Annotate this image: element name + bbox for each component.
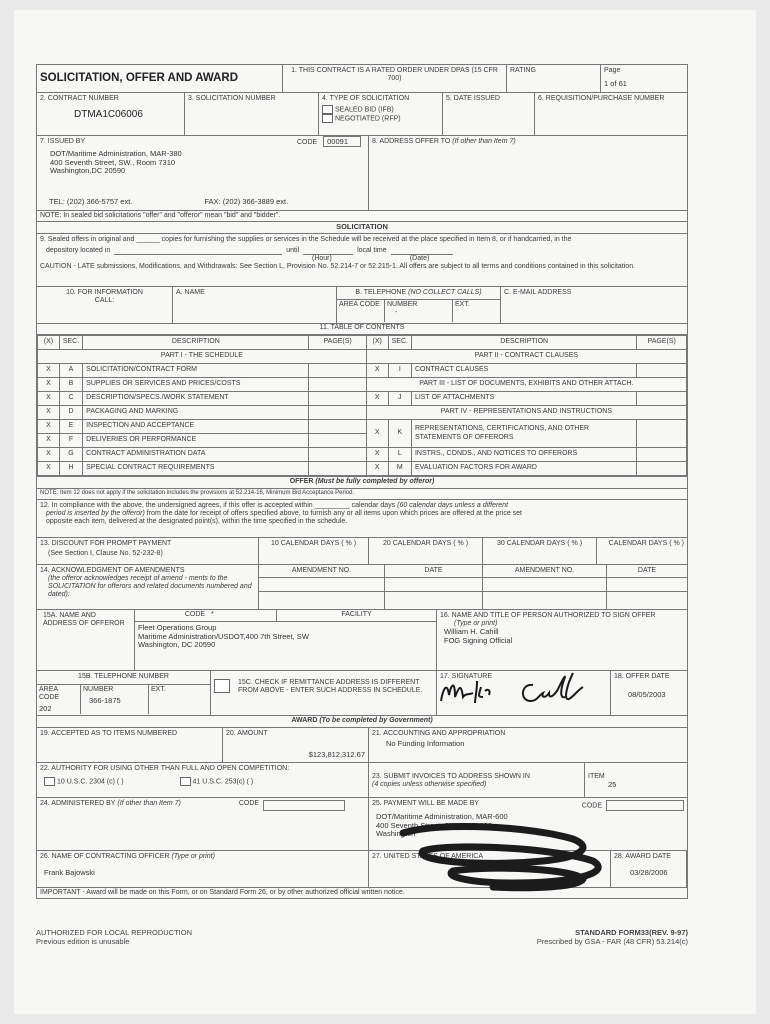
sf33-form xyxy=(36,64,688,899)
amend-date-label-1: DATE xyxy=(385,565,482,578)
caution-text: CAUTION - LATE submissions, Modifications, and Withdrawals: See Section L, Provision No. 52.214-7 or 52.215-1. All offers are subject to all terms and conditions contained in this solicitation. xyxy=(40,263,636,271)
footer-authorized: AUTHORIZED FOR LOCAL REPRODUCTION xyxy=(36,928,192,937)
toc-x: X xyxy=(366,364,388,378)
administered-code-label: CODE xyxy=(238,800,260,807)
number-dash: - xyxy=(395,309,398,317)
remittance-checkbox[interactable] xyxy=(214,679,230,693)
offer-date-value: 08/05/2003 xyxy=(628,690,666,700)
item15a-row xyxy=(36,610,688,671)
toc-sec: L xyxy=(388,448,411,462)
toc-sec: I xyxy=(388,364,411,378)
item26-row xyxy=(36,851,688,888)
officer-note: (Type or print) xyxy=(171,853,215,860)
toc-x: X xyxy=(38,434,60,448)
discount-sub: (See Section I, Clause No. 52-232-8) xyxy=(48,550,163,558)
toc-sec: F xyxy=(59,434,82,448)
toc-table xyxy=(37,335,687,476)
united-states-label: 27. UNITED STATES OF AMERICA xyxy=(372,853,483,860)
signer-label: 16. NAME AND TITLE OF PERSON AUTHORIZED TO SIGN OFFER xyxy=(440,612,656,619)
toc-row xyxy=(36,335,688,476)
award-heading-row xyxy=(36,716,688,728)
award-date-cell xyxy=(611,851,687,887)
sealed-bid-note: NOTE: In sealed bid solicitations "offer" and "offeror" mean "bid" and "bidder". xyxy=(40,212,281,219)
rated-order-cell xyxy=(283,65,507,92)
toc-header-row xyxy=(38,336,687,350)
row-contract-numbers xyxy=(36,93,688,136)
negotiated-checkbox[interactable] xyxy=(322,114,333,123)
toc-x: X xyxy=(38,378,60,392)
discount-cal-cell xyxy=(597,538,687,564)
toc-row-d xyxy=(38,406,687,420)
signer-name: William H. Cahill xyxy=(444,627,499,637)
toc-desc: INSTRS., CONDS., AND NOTICES TO OFFERORS xyxy=(411,448,636,462)
payment-line-1: DOT/Maritime Administration, MAR-600 xyxy=(376,812,508,821)
toc-row-g xyxy=(38,448,687,462)
toc-desc: SUPPLIES OR SERVICES AND PRICES/COSTS xyxy=(83,378,309,392)
toc-part4: PART IV - REPRESENTATIONS AND INSTRUCTIONS xyxy=(366,406,686,420)
negotiated-label: NEGOTIATED (RFP) xyxy=(335,115,401,123)
rating-cell xyxy=(507,65,601,92)
issued-address-line-3: Washington,DC 20590 xyxy=(50,166,126,176)
important-note: IMPORTANT - Award will be made on this Form, or on Standard Form 26, or by other authorized official written notice. xyxy=(40,889,405,896)
accepted-label: 19. ACCEPTED AS TO ITEMS NUMBERED xyxy=(40,730,178,737)
item12-text-b: period is inserted by the offeror) xyxy=(46,510,145,518)
amend-date-label-2: DATE xyxy=(607,565,687,578)
area-code-label: AREA CODE xyxy=(337,300,385,322)
offeror-address xyxy=(135,622,436,652)
item15b-row xyxy=(36,671,688,716)
item9-row xyxy=(36,234,688,287)
officer-label: 26. NAME OF CONTRACTING OFFICER xyxy=(40,853,170,860)
item9-hour: (Hour) xyxy=(312,255,332,263)
email-label: C. E-MAIL ADDRESS xyxy=(504,289,572,296)
info-call-cell xyxy=(37,287,173,323)
telephone-cell xyxy=(37,671,211,715)
toc-heading-row xyxy=(36,324,688,335)
offeror-code-label: CODE xyxy=(184,611,206,618)
item19-row xyxy=(36,728,688,763)
no-collect-label: (NO COLLECT CALLS) xyxy=(408,289,482,296)
toc-sec: H xyxy=(59,462,82,476)
page-label: Page xyxy=(604,67,621,74)
toc-x: X xyxy=(38,462,60,476)
toc-col-pages-right: PAGE(S) xyxy=(637,336,687,350)
amend-no-label-2: AMENDMENT NO. xyxy=(483,565,606,578)
award-heading-note: (To be completed by Government) xyxy=(319,717,433,724)
solicitation-number-label: 3. SOLICITATION NUMBER xyxy=(188,95,276,102)
address-offer-cell xyxy=(369,136,687,210)
accounting-value: No Funding Information xyxy=(386,739,465,749)
authority-label: 22. AUTHORITY FOR USING OTHER THAN FULL AND OPEN COMPETITION: xyxy=(40,765,290,772)
row-issued-by xyxy=(36,136,688,211)
item9-cell xyxy=(37,234,687,286)
invoice-item-cell xyxy=(585,763,687,797)
amend-date-col-2 xyxy=(607,565,687,609)
usc-253-label: 41 U.S.C. 253(c) ( ) xyxy=(192,778,254,786)
email-cell xyxy=(501,287,687,323)
accounting-label: 21. ACCOUNTING AND APPROPRIATION xyxy=(372,730,506,737)
usc-2304-checkbox[interactable] xyxy=(44,777,55,786)
toc-x: X xyxy=(366,392,388,406)
invoice-item-label: ITEM xyxy=(588,773,605,780)
offer-heading: OFFER xyxy=(289,478,314,485)
requisition-label: 6. REQUISITION/PURCHASE NUMBER xyxy=(538,95,665,102)
signer-cell xyxy=(437,610,687,670)
offeror-code-value: * xyxy=(211,611,214,618)
sealed-bid-label: SEALED BID (IFB) xyxy=(335,106,394,114)
issued-code-value: 00091 xyxy=(323,136,361,147)
discount-30: 30 CALENDAR DAYS ( % ) xyxy=(496,540,583,547)
tel-area-label: AREA CODE xyxy=(39,686,60,702)
offer-heading-row xyxy=(36,476,688,489)
toc-col-sec: SEC. xyxy=(59,336,82,350)
toc-sec: M xyxy=(388,462,411,476)
toc-col-x: (X) xyxy=(38,336,60,350)
date-issued-label: 5. DATE ISSUED xyxy=(446,95,500,102)
solicitation-heading: SOLICITATION xyxy=(336,222,388,231)
toc-desc: PACKAGING AND MARKING xyxy=(83,406,309,420)
address-offer-note: (If other than Item 7) xyxy=(452,138,516,145)
negotiated-option[interactable] xyxy=(322,114,439,123)
solicitation-number-cell xyxy=(185,93,319,135)
footer-prescribed: Prescribed by GSA - FAR (48 CFR) 53.214(c) xyxy=(536,937,688,946)
toc-sec: K xyxy=(388,420,411,448)
ext-label: EXT. xyxy=(455,301,470,309)
signer-note: (Type or print) xyxy=(454,620,498,628)
toc-x: X xyxy=(366,462,388,476)
administered-note: (If other than Item 7) xyxy=(117,800,181,807)
form-title-cell xyxy=(37,65,283,92)
payment-line-3: Washington xyxy=(376,829,416,839)
item12-text-b2: from the date for receipt of offers specified above, to furnish any or all items upon which prices are offered at the price set xyxy=(146,510,522,518)
payment-code-label: CODE xyxy=(581,802,602,810)
toc-desc: EVALUATION FACTORS FOR AWARD xyxy=(411,462,636,476)
toc-part2: PART II - CONTRACT CLAUSES xyxy=(366,350,686,364)
offeror-label: 15A. NAME AND ADDRESS OF OFFEROR xyxy=(43,612,125,628)
administered-label: 24. ADMINISTERED BY xyxy=(40,800,116,807)
issued-by-address xyxy=(50,150,365,176)
toc-desc: SPECIAL CONTRACT REQUIREMENTS xyxy=(83,462,309,476)
usc-253-option[interactable] xyxy=(180,777,254,786)
toc-row-a xyxy=(38,364,687,378)
info-name-cell xyxy=(173,287,337,323)
contract-number-cell xyxy=(37,93,185,135)
telephone-label: 15B. TELEPHONE NUMBER xyxy=(37,671,210,685)
page-cell xyxy=(601,65,687,92)
toc-x: X xyxy=(38,364,60,378)
form-title: SOLICITATION, OFFER AND AWARD xyxy=(40,71,239,84)
note-row xyxy=(36,211,688,222)
accounting-cell xyxy=(369,728,687,762)
offer-date-cell xyxy=(611,671,687,715)
usc-2304-label: 10 U.S.C. 2304 (c) ( ) xyxy=(57,778,124,786)
toc-x: X xyxy=(366,420,388,448)
issued-fax: FAX: (202) 366-3889 ext. xyxy=(204,197,289,207)
info-telephone-label: B. TELEPHONE xyxy=(355,289,407,296)
form-footer xyxy=(36,928,688,946)
sealed-bid-option[interactable] xyxy=(322,105,439,114)
award-date-label: 28. AWARD DATE xyxy=(614,853,671,860)
toc-desc: DELIVERIES OR PERFORMANCE xyxy=(83,434,309,448)
usc-2304-option[interactable] xyxy=(44,777,124,786)
discount-label: 13. DISCOUNT FOR PROMPT PAYMENT xyxy=(40,540,172,547)
requisition-cell xyxy=(535,93,687,135)
item9-date: (Date) xyxy=(409,255,430,263)
toc-x: X xyxy=(366,448,388,462)
toc-sec: D xyxy=(59,406,82,420)
page-value: 1 of 61 xyxy=(604,79,627,89)
toc-desc: REPRESENTATIONS, CERTIFICATIONS, AND OTHER STATEMENTS OF OFFERORS xyxy=(411,420,636,448)
offer-note-row xyxy=(36,489,688,500)
toc-desc: CONTRACT ADMINISTRATION DATA xyxy=(83,448,309,462)
signature-cell xyxy=(437,671,611,715)
toc-part-row xyxy=(38,350,687,364)
signature-image xyxy=(437,671,603,707)
number-label: NUMBER xyxy=(387,301,418,309)
toc-heading: 11. TABLE OF CONTENTS xyxy=(319,324,405,331)
amend-no-col-2 xyxy=(483,565,607,609)
solicitation-type-cell xyxy=(319,93,443,135)
accepted-cell xyxy=(37,728,223,762)
item9-until: until xyxy=(286,247,300,255)
invoice-item-value: 25 xyxy=(608,780,617,790)
discount-20: 20 CALENDAR DAYS ( % ) xyxy=(382,540,469,547)
signer-title: FOG Signing Official xyxy=(444,635,513,645)
item10-row xyxy=(36,287,688,324)
amend-date-col-1 xyxy=(385,565,483,609)
offeror-line-1: Fleet Operations Group xyxy=(138,623,217,632)
authority-cell xyxy=(37,763,369,797)
toc-col-x-right: (X) xyxy=(366,336,388,350)
toc-sec: E xyxy=(59,420,82,434)
item12-cell xyxy=(37,500,687,537)
item9-text-a: 9. Sealed offers in original and ______ copies for furnishing the supplies or services in the Schedule will be received at the place specified in Item 8, or if handcarried, in the xyxy=(40,236,572,243)
toc-sec: B xyxy=(59,378,82,392)
award-date-value: 03/28/2006 xyxy=(630,868,668,878)
toc-part1: PART I - THE SCHEDULE xyxy=(38,350,367,364)
rated-order-text: 1. THIS CONTRACT IS A RATED ORDER UNDER DPAS (15 CFR 700) xyxy=(291,67,498,83)
amount-label: 20. AMOUNT xyxy=(226,730,268,737)
toc-desc: LIST OF ATTACHMENTS xyxy=(411,392,636,406)
facility-label: FACILITY xyxy=(341,611,372,618)
item12-text-c: opposite each item, delivered at the designated point(s), within the time specified in the schedule. xyxy=(46,518,348,526)
item9-text-b: depository located in xyxy=(46,247,111,255)
form-header xyxy=(36,64,688,93)
tel-number-value: 366-1875 xyxy=(89,696,121,706)
address-offer-label: 8. ADDRESS OFFER TO xyxy=(372,138,451,145)
offeror-label-cell xyxy=(37,610,135,670)
toc-x: X xyxy=(38,392,60,406)
item14-row xyxy=(36,565,688,610)
toc-col-desc: DESCRIPTION xyxy=(83,336,309,350)
ack-note: (the offeror acknowledges receipt of amend - ments to the SOLICITATION for offerors and related documents numbered and dated): xyxy=(48,575,252,599)
toc-sec: G xyxy=(59,448,82,462)
item12-text-a: 12. In compliance with the above, the undersigned agrees, if this offer is accepted within _________ calendar days xyxy=(40,502,396,509)
issued-by-cell xyxy=(37,136,369,210)
toc-col-pages: PAGE(S) xyxy=(309,336,366,350)
toc-desc: DESCRIPTION/SPECS./WORK STATEMENT xyxy=(83,392,309,406)
info-call-label: 10. FOR INFORMATION CALL: xyxy=(66,289,143,305)
solicitation-heading-row xyxy=(36,222,688,234)
footer-previous: Previous edition is unusable xyxy=(36,937,130,946)
administered-cell xyxy=(37,798,369,850)
toc-x: X xyxy=(38,406,60,420)
toc-row-h xyxy=(38,462,687,476)
item12-text-a2: (60 calendar days unless a different xyxy=(397,502,509,509)
offer-note: NOTE: Item 12 does not apply if the solicitation includes the provisions at 52.214-16, Minimum Bid Acceptance Period. xyxy=(40,490,355,496)
item12-row xyxy=(36,500,688,538)
item22-row xyxy=(36,763,688,798)
toc-desc: INSPECTION AND ACCEPTANCE xyxy=(83,420,309,434)
signature-label: 17. SIGNATURE xyxy=(440,673,492,680)
issued-address-line-2: 400 Seventh Street, SW., Room 7310 xyxy=(50,157,176,167)
usc-253-checkbox[interactable] xyxy=(180,777,191,786)
remittance-cell xyxy=(211,671,437,715)
amend-no-label-1: AMENDMENT NO. xyxy=(259,565,384,578)
ack-cell xyxy=(37,565,259,609)
award-heading: AWARD xyxy=(291,717,318,724)
rating-label: RATING xyxy=(510,67,536,74)
info-telephone-cell xyxy=(337,287,501,323)
discount-10: 10 CALENDAR DAYS ( % ) xyxy=(270,540,357,547)
discount-20-cell xyxy=(369,538,483,564)
tel-number-label: NUMBER xyxy=(83,686,114,693)
offeror-address-cell xyxy=(135,610,437,670)
discount-10-cell xyxy=(259,538,369,564)
issued-address-line-1: DOT/Maritime Administration, MAR-380 xyxy=(50,149,182,159)
issued-tel: TEL: (202) 366-5757 ext. xyxy=(49,197,133,207)
officer-cell xyxy=(37,851,369,887)
toc-desc: SOLICITATION/CONTRACT FORM xyxy=(83,364,309,378)
toc-col-desc-right: DESCRIPTION xyxy=(411,336,636,350)
toc-sec: J xyxy=(388,392,411,406)
offer-date-label: 18. OFFER DATE xyxy=(614,673,670,680)
date-issued-cell xyxy=(443,93,535,135)
remittance-label: 15C. CHECK IF REMITTANCE ADDRESS IS DIFFERENT FROM ABOVE - ENTER SUCH ADDRESS IN SCHEDULE. xyxy=(238,679,423,695)
toc-col-sec-right: SEC. xyxy=(388,336,411,350)
item9-local-time: local time xyxy=(357,247,387,255)
info-name-label: A. NAME xyxy=(176,289,205,296)
redaction-scribble xyxy=(383,817,613,897)
issued-by-label: 7. ISSUED BY xyxy=(40,138,86,145)
item13-row xyxy=(36,538,688,565)
offeror-line-2: Maritime Administration/USDOT,400 7th Street, SW xyxy=(138,631,309,641)
amend-no-col-1 xyxy=(259,565,385,609)
tel-area-value: 202 xyxy=(39,704,52,714)
contract-number-value: DTMA1C06006 xyxy=(74,109,143,121)
ack-label: 14. ACKNOWLEDGMENT OF AMENDMENTS xyxy=(40,567,185,574)
offeror-line-3: Washington, DC 20590 xyxy=(138,640,216,650)
toc-row-c xyxy=(38,392,687,406)
invoice-cell xyxy=(369,763,585,797)
payment-label: 25. PAYMENT WILL BE MADE BY xyxy=(372,800,480,807)
offer-heading-note: (Must be fully completed by offeror) xyxy=(315,478,435,485)
toc-sec: A xyxy=(59,364,82,378)
toc-part3: PART III - LIST OF DOCUMENTS, EXHIBITS AND OTHER ATTACH. xyxy=(366,378,686,392)
tel-ext-label: EXT. xyxy=(151,686,166,693)
discount-cal: CALENDAR DAYS ( % ) xyxy=(608,540,684,547)
payment-line-2: 400 Seventh Street, SW, MAR-600 xyxy=(376,820,492,830)
toc-x: X xyxy=(38,420,60,434)
officer-name: Frank Bajowski xyxy=(44,868,95,878)
issued-code-label: CODE xyxy=(296,139,318,146)
invoice-label: 23. SUBMIT INVOICES TO ADDRESS SHOWN IN xyxy=(372,773,530,780)
award-heading-cell xyxy=(37,716,687,727)
contract-number-label: 2. CONTRACT NUMBER xyxy=(40,95,119,102)
amount-cell xyxy=(223,728,369,762)
solicitation-type-label: 4. TYPE OF SOLICITATION xyxy=(322,95,410,102)
toc-row-b xyxy=(38,378,687,392)
discount-30-cell xyxy=(483,538,597,564)
toc-x: X xyxy=(38,448,60,462)
amount-value: $123,812,312.67 xyxy=(308,750,365,760)
toc-row-e xyxy=(38,420,687,434)
toc-desc: CONTRACT CLAUSES xyxy=(411,364,636,378)
offer-heading-cell xyxy=(37,477,687,488)
footer-standard-form: STANDARD FORM33(REV. 9-97) xyxy=(575,928,688,937)
toc-sec: C xyxy=(59,392,82,406)
discount-cell xyxy=(37,538,259,564)
sealed-bid-checkbox[interactable] xyxy=(322,105,333,114)
invoice-note: (4 copies unless otherwise specified) xyxy=(372,781,487,789)
